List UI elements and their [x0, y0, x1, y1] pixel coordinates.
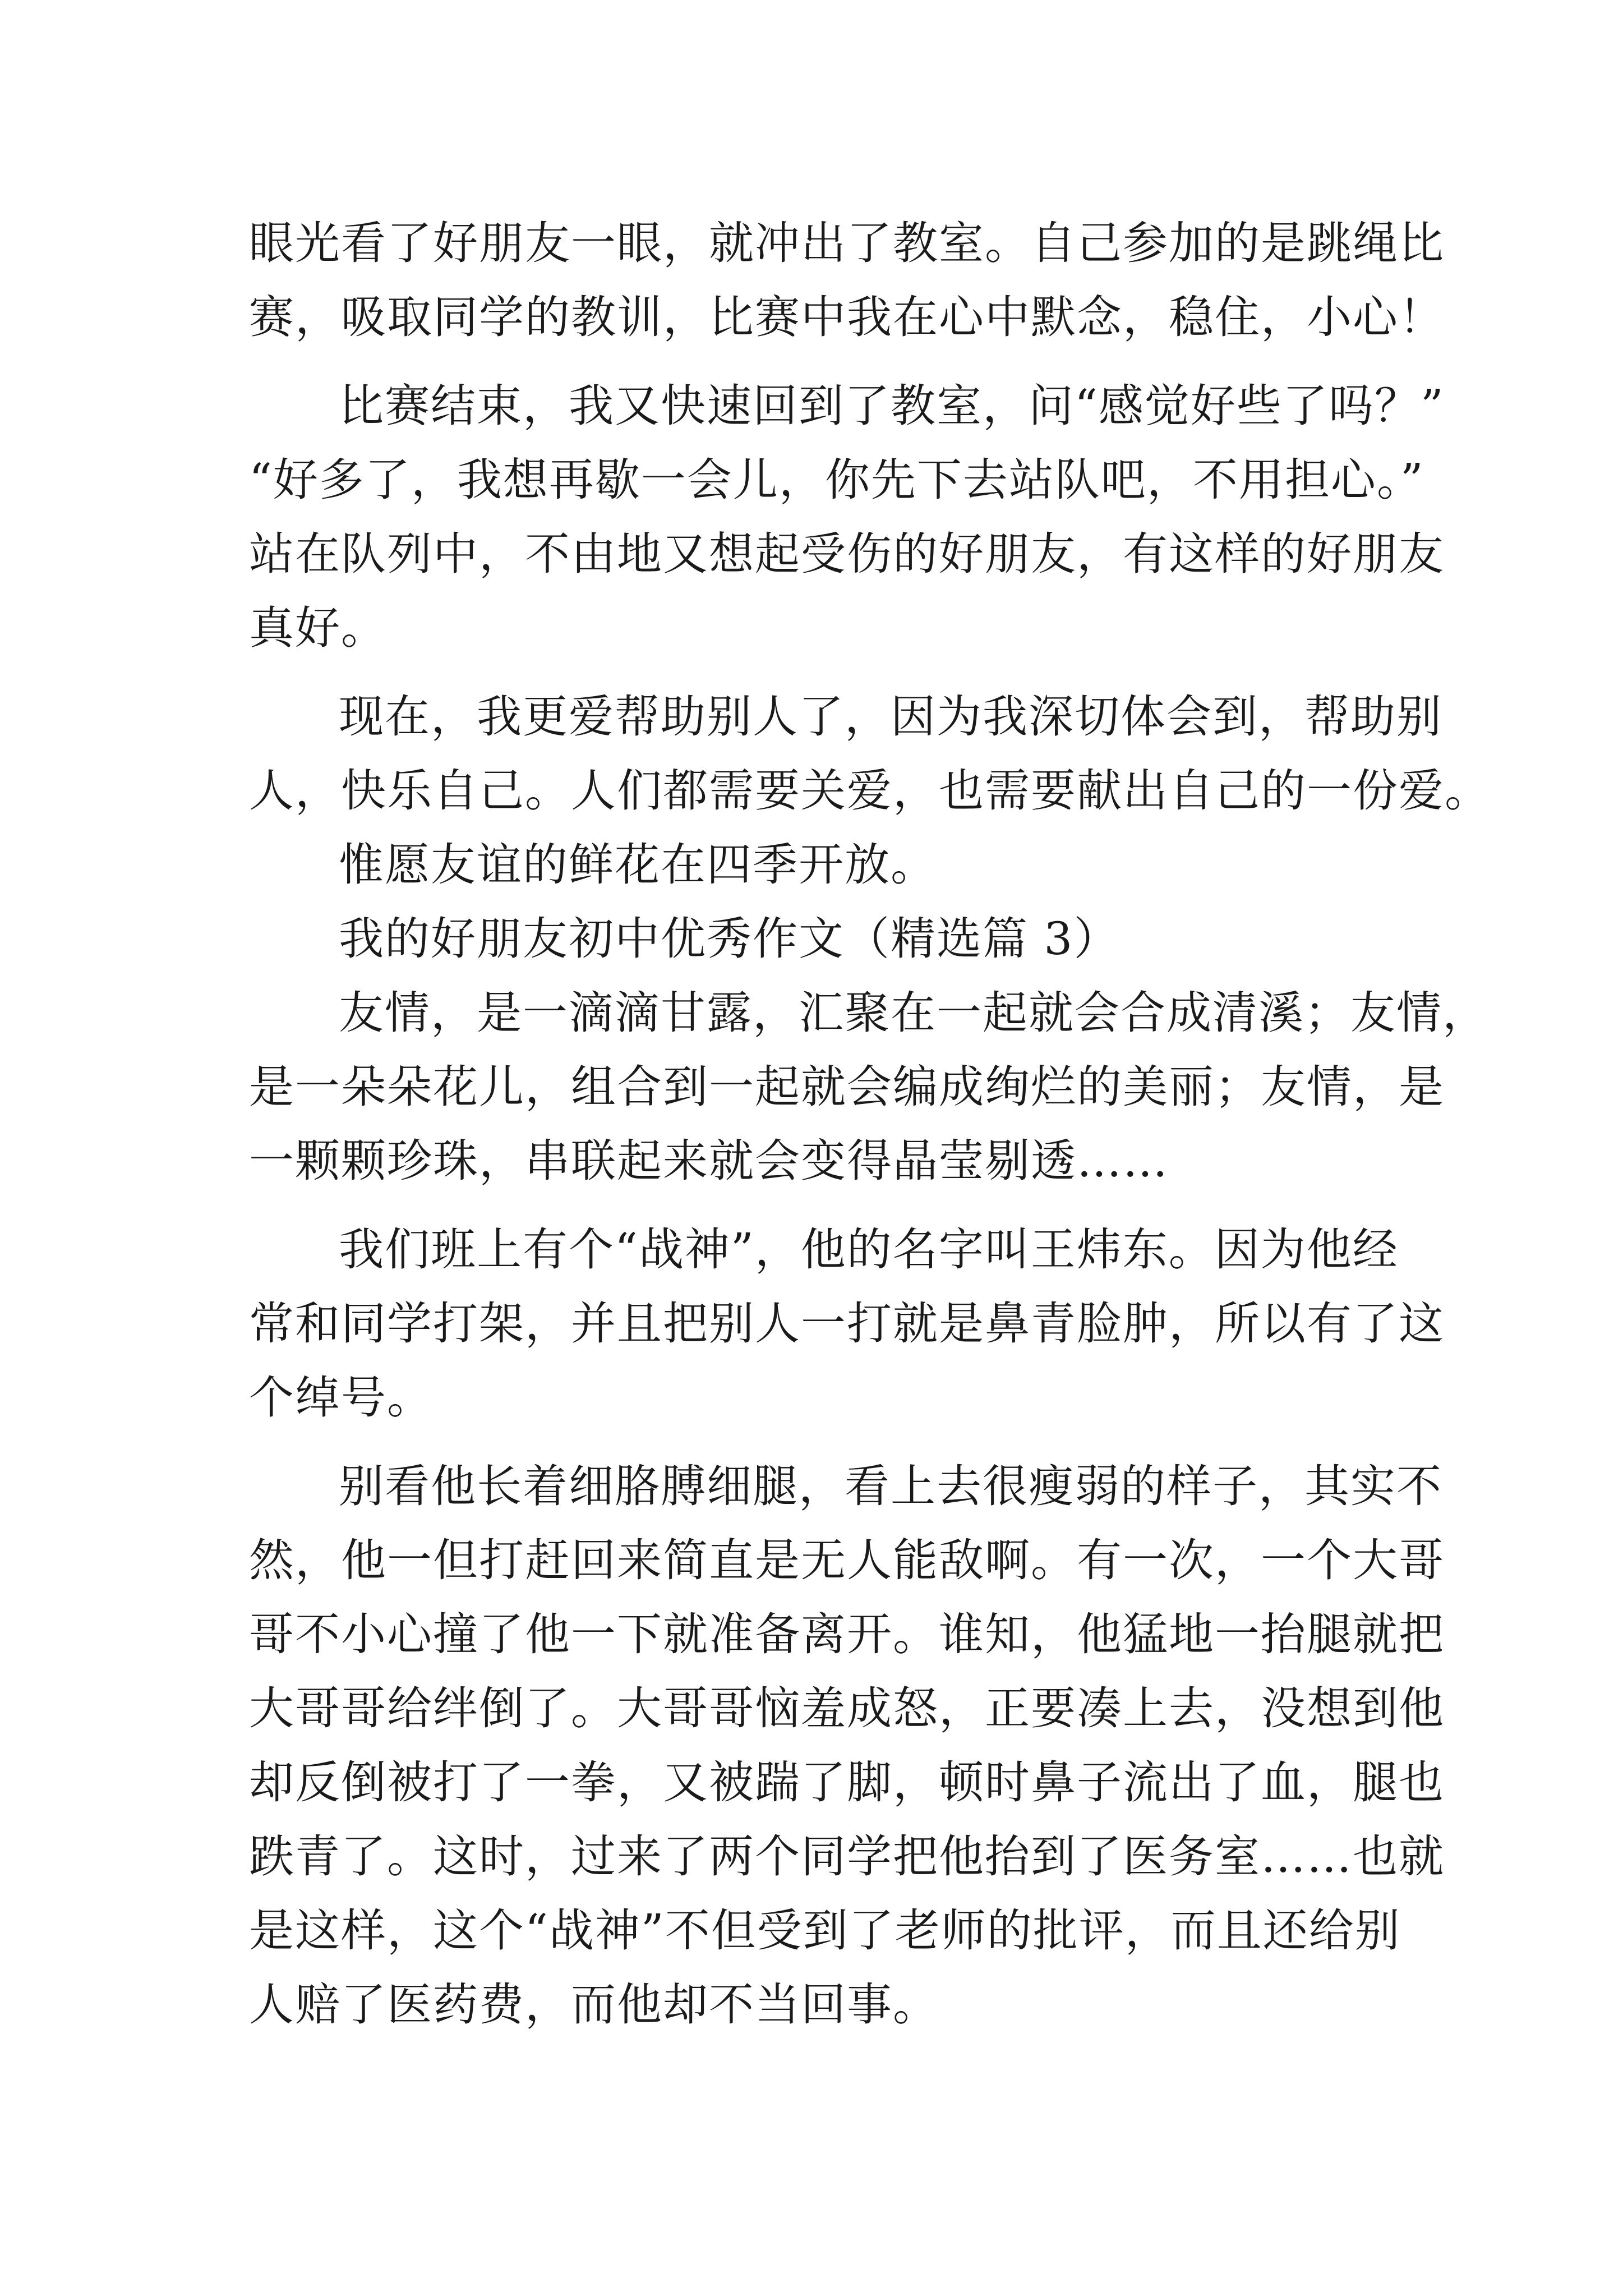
text-line: 站在队列中，不由地又想起受伤的好朋友，有这样的好朋友 — [249, 528, 1445, 580]
text-line: 个绰号。 — [249, 1372, 433, 1424]
text-line: 大哥哥给绊倒了。大哥哥恼羞成怒，正要凑上去，没想到他 — [249, 1682, 1445, 1734]
text-line: 一颗颗珍珠，串联起来就会变得晶莹剔透…… — [249, 1135, 1169, 1187]
document-body — [249, 206, 1491, 2042]
text-line: 真好。 — [249, 602, 387, 654]
paragraph-start-line: 比赛结束，我又快速回到了教室，问“感觉好些了吗？” — [339, 380, 1445, 432]
text-line: “好多了，我想再歇一会儿，你先下去站队吧，不用担心。” — [249, 454, 1424, 506]
text-line: 然，他一但打赶回来简直是无人能敌啊。有一次，一个大哥 — [249, 1534, 1445, 1586]
paragraph-start-line: 别看他长着细胳膊细腿，看上去很瘦弱的样子，其实不 — [339, 1460, 1442, 1512]
text-line: 却反倒被打了一拳，又被踹了脚，顿时鼻子流出了血，腿也 — [249, 1756, 1445, 1809]
paragraph-start-line: 友情，是一滴滴甘露，汇聚在一起就会合成清溪；友情， — [339, 987, 1488, 1039]
paragraph-start-line: 惟愿友谊的鲜花在四季开放。 — [339, 839, 937, 891]
text-line: 跌青了。这时，过来了两个同学把他抬到了医务室……也就 — [249, 1830, 1445, 1883]
text-line: 人，快乐自己。人们都需要关爱，也需要献出自己的一份爱。 — [249, 765, 1491, 817]
section-heading: 我的好朋友初中优秀作文（精选篇 3） — [339, 913, 1120, 965]
paragraph-start-line: 我们班上有个“战神”，他的名字叫王炜东。因为他经 — [339, 1223, 1399, 1276]
text-line: 哥不小心撞了他一下就准备离开。谁知，他猛地一抬腿就把 — [249, 1608, 1445, 1660]
text-line: 常和同学打架，并且把别人一打就是鼻青脸肿，所以有了这 — [249, 1297, 1445, 1350]
text-line: 人赔了医药费，而他却不当回事。 — [249, 1978, 939, 2031]
text-line: 是一朵朵花儿，组合到一起就会编成绚烂的美丽；友情，是 — [249, 1061, 1445, 1113]
paragraph-start-line: 现在，我更爱帮助别人了，因为我深切体会到，帮助别 — [339, 691, 1442, 743]
text-line: 眼光看了好朋友一眼，就冲出了教室。自己参加的是跳绳比 — [249, 217, 1445, 269]
text-line: 赛，吸取同学的教训，比赛中我在心中默念，稳住，小心！ — [249, 291, 1445, 343]
text-line: 是这样，这个“战神”不但受到了老师的批评，而且还给别 — [249, 1904, 1401, 1957]
